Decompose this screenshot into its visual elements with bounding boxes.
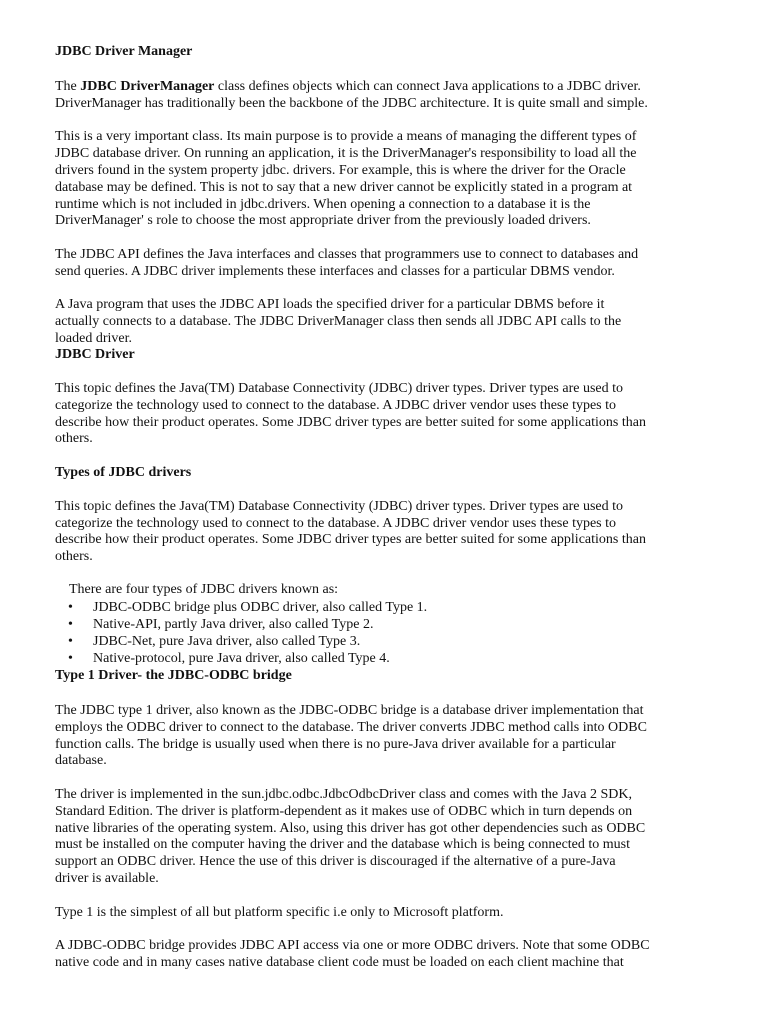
para8-line: driver is available. xyxy=(55,871,159,886)
para1-prefix: The xyxy=(55,79,81,94)
heading-types-of-jdbc-drivers: Types of JDBC drivers xyxy=(55,465,192,480)
para4-line: actually connects to a database. The JDBC DriverManager class then sends all JDBC API calls to the xyxy=(55,314,622,329)
para7-line: database. xyxy=(55,753,107,768)
heading-type1-driver: Type 1 Driver- the JDBC-ODBC bridge xyxy=(55,668,292,683)
para6-line: others. xyxy=(55,549,93,564)
para1-suffix: class defines objects which can connect Java applications to a JDBC driver. xyxy=(214,79,641,94)
para4-line: loaded driver. xyxy=(55,331,132,346)
list-item: JDBC-ODBC bridge plus ODBC driver, also called Type 1. xyxy=(93,600,428,615)
para2-line: DriverManager' s role to choose the most appropriate driver from the previously loaded drivers. xyxy=(55,213,591,228)
para5-line: others. xyxy=(55,431,93,446)
para2-line: drivers found in the system property jdbc. drivers. For example, this is where the driver for the Oracle xyxy=(55,163,626,178)
para9-line: Type 1 is the simplest of all but platform specific i.e only to Microsoft platform. xyxy=(55,905,504,920)
para10-line: native code and in many cases native database client code must be loaded on each client machine that xyxy=(55,955,624,970)
para2-line: This is a very important class. Its main purpose is to provide a means of managing the different types of xyxy=(55,129,637,144)
heading-jdbc-driver-manager: JDBC Driver Manager xyxy=(55,44,193,59)
para1-line1 xyxy=(55,78,641,95)
para8-line: Standard Edition. The driver is platform-dependent as it makes use of ODBC which in turn depends on xyxy=(55,804,633,819)
para7-line: function calls. The bridge is usually used when there is no pure-Java driver available for a particular xyxy=(55,737,616,752)
bullet-marker: • xyxy=(68,617,73,632)
para3-line: send queries. A JDBC driver implements these interfaces and classes for a particular DBMS vendor. xyxy=(55,264,615,279)
para3-line: The JDBC API defines the Java interfaces and classes that programmers use to connect to databases and xyxy=(55,247,639,262)
para10-line: A JDBC-ODBC bridge provides JDBC API access via one or more ODBC drivers. Note that some ODBC xyxy=(55,938,650,953)
list-intro: There are four types of JDBC drivers known as: xyxy=(69,582,339,597)
para8-line: must be installed on the computer having the driver and the database which is being connected to must xyxy=(55,837,631,852)
para2-line: runtime which is not included in jdbc.drivers. When opening a connection to a database it is the xyxy=(55,197,591,212)
list-item: Native-API, partly Java driver, also called Type 2. xyxy=(93,617,374,632)
para2-line: database may be defined. This is not to say that a new driver cannot be explicitly stated in a program at xyxy=(55,180,633,195)
list-item: JDBC-Net, pure Java driver, also called Type 3. xyxy=(93,634,361,649)
para6-line: This topic defines the Java(TM) Database Connectivity (JDBC) driver types. Driver types are used to xyxy=(55,499,624,514)
bullet-marker: • xyxy=(68,634,73,649)
para1-bold-term: JDBC DriverManager xyxy=(80,79,215,94)
para8-line: native libraries of the operating system. Also, using this driver has got other dependencies such as ODBC xyxy=(55,821,646,836)
bullet-marker: • xyxy=(68,651,73,666)
para6-line: describe how their product operates. Some JDBC driver types are better suited for some applications than xyxy=(55,532,646,547)
para4-line: A Java program that uses the JDBC API loads the specified driver for a particular DBMS before it xyxy=(55,297,605,312)
list-item: Native-protocol, pure Java driver, also called Type 4. xyxy=(93,651,390,666)
para7-line: The JDBC type 1 driver, also known as the JDBC-ODBC bridge is a database driver implementation that xyxy=(55,703,644,718)
para7-line: employs the ODBC driver to connect to the database. The driver converts JDBC method calls into ODBC xyxy=(55,720,647,735)
para8-line: support an ODBC driver. Hence the use of this driver is discouraged if the alternative of a pure-Java xyxy=(55,854,616,869)
para2-line: JDBC database driver. On running an application, it is the DriverManager's responsibility to load all the xyxy=(55,146,637,161)
para8-line: The driver is implemented in the sun.jdbc.odbc.JdbcOdbcDriver class and comes with the Java 2 SDK, xyxy=(55,787,632,802)
para5-line: categorize the technology used to connect to the database. A JDBC driver vendor uses these types to xyxy=(55,398,617,413)
para5-line: describe how their product operates. Some JDBC driver types are better suited for some applications than xyxy=(55,415,646,430)
para1-line2: DriverManager has traditionally been the backbone of the JDBC architecture. It is quite small and simple. xyxy=(55,96,648,111)
para6-line: categorize the technology used to connect to the database. A JDBC driver vendor uses these types to xyxy=(55,516,617,531)
para5-line: This topic defines the Java(TM) Database Connectivity (JDBC) driver types. Driver types are used to xyxy=(55,381,624,396)
bullet-marker: • xyxy=(68,600,73,615)
heading-jdbc-driver: JDBC Driver xyxy=(55,347,135,362)
